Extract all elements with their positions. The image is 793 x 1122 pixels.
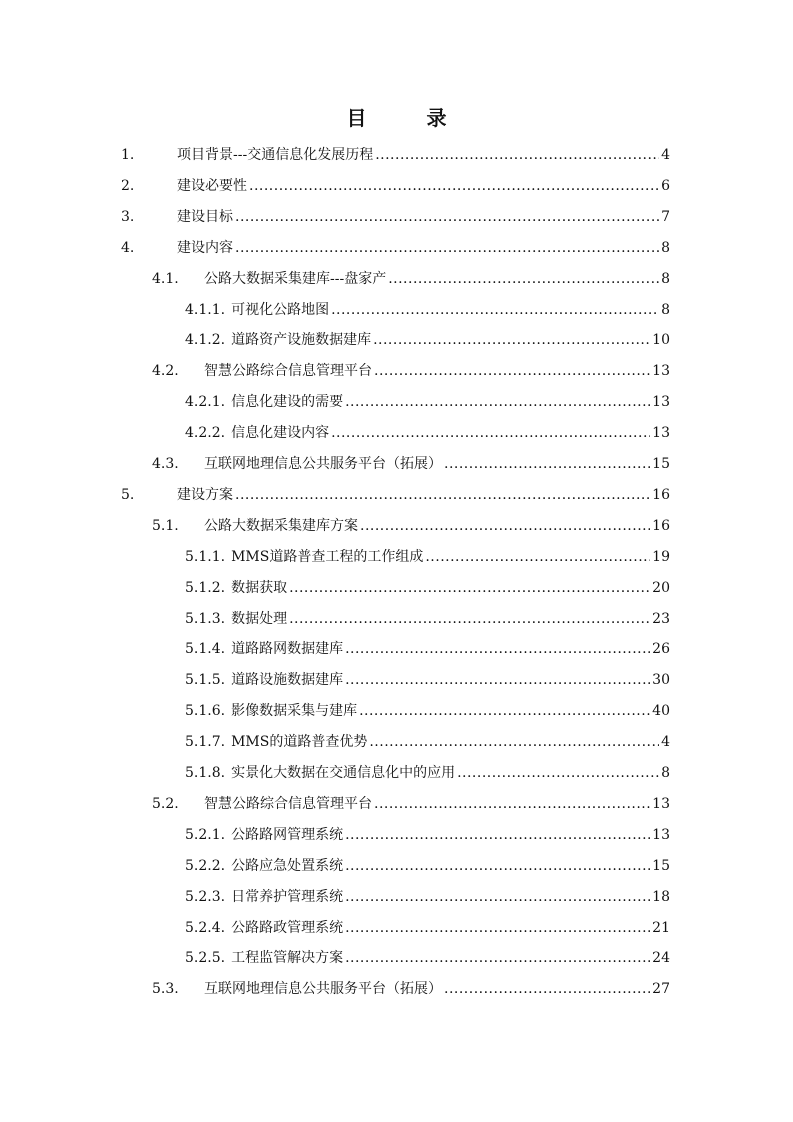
toc-dot-leader — [331, 297, 659, 323]
toc-entry-number: 5.2.5. — [185, 950, 226, 967]
toc-entry-page-number: 19 — [652, 548, 670, 565]
toc-dot-leader — [359, 698, 650, 724]
toc-entry-page-number: 8 — [661, 765, 670, 781]
toc-entry[interactable] — [185, 853, 670, 879]
toc-entry[interactable] — [185, 884, 670, 910]
toc-entry-number: 2. — [121, 177, 135, 194]
toc-dot-leader — [289, 606, 650, 632]
toc-entry-page-number: 23 — [652, 610, 670, 627]
toc-entry-page-number: 27 — [652, 981, 670, 998]
toc-entry-title: 公路应急处置系统 — [231, 857, 344, 874]
toc-dot-leader — [345, 636, 650, 662]
toc-entry-title: 智慧公路综合信息管理平台 — [204, 795, 372, 812]
toc-entry-page-number: 8 — [661, 239, 670, 256]
toc-entry[interactable] — [121, 142, 670, 168]
toc-entry[interactable] — [152, 976, 670, 1002]
toc-dot-leader — [360, 513, 650, 539]
toc-dot-leader — [345, 915, 650, 941]
toc-entry-title: 道路路网数据建库 — [231, 641, 344, 658]
toc-entry-number: 4. — [121, 239, 135, 256]
toc-entry-number: 1. — [121, 147, 135, 163]
toc-dot-leader — [249, 173, 659, 199]
toc-entry-title: 建设目标 — [177, 208, 233, 225]
toc-entry-page-number: 8 — [661, 301, 670, 318]
toc-entry[interactable] — [121, 235, 670, 261]
toc-entry[interactable] — [185, 729, 670, 755]
toc-entry[interactable] — [185, 636, 670, 662]
toc-entry-title: 互联网地理信息公共服务平台（拓展） — [204, 456, 442, 472]
toc-entry-title: 建设内容 — [177, 239, 233, 256]
toc-dot-leader — [375, 142, 659, 168]
toc-entry-number: 5.2.2. — [185, 857, 226, 874]
toc-entry-number: 4.2.2. — [185, 425, 226, 442]
toc-entry-title: 公路路网管理系统 — [231, 826, 344, 843]
toc-entry[interactable] — [185, 544, 670, 570]
toc-entry-number: 5.2.1. — [185, 826, 226, 843]
toc-entry-title: 建设必要性 — [177, 177, 247, 194]
toc-entry-number: 4.1.2. — [185, 332, 226, 349]
toc-entry[interactable] — [121, 204, 670, 230]
toc-dot-leader — [444, 976, 650, 1002]
toc-entry-title: 公路路政管理系统 — [231, 919, 344, 936]
toc-entry-title: 工程监管解决方案 — [231, 950, 344, 967]
toc-dot-leader — [235, 482, 650, 508]
toc-entry[interactable] — [185, 606, 670, 632]
toc-entry-page-number: 15 — [652, 456, 670, 472]
toc-dot-leader — [457, 760, 659, 786]
toc-entry-number: 5.1.8. — [185, 765, 226, 781]
toc-entry-page-number: 10 — [652, 332, 670, 349]
toc-dot-leader — [374, 358, 650, 384]
toc-entry-title: 项目背景---交通信息化发展历程 — [177, 147, 374, 163]
toc-entry-number: 5.1.6. — [185, 703, 226, 720]
toc-entry-number: 4.2.1. — [185, 394, 226, 411]
toc-entry-page-number: 13 — [652, 394, 670, 411]
toc-entry-page-number: 13 — [652, 826, 670, 843]
toc-dot-leader — [425, 544, 650, 570]
toc-entry-title: 公路大数据采集建库---盘家产 — [204, 270, 387, 287]
toc-dot-leader — [345, 884, 650, 910]
toc-dot-leader — [374, 791, 650, 817]
toc-entry[interactable] — [185, 327, 670, 353]
toc-dot-leader — [345, 853, 650, 879]
toc-entry-page-number: 16 — [652, 486, 670, 503]
toc-entry-page-number: 30 — [652, 672, 670, 689]
toc-entry-page-number: 7 — [661, 208, 670, 225]
toc-dot-leader — [235, 204, 659, 230]
toc-entry[interactable] — [185, 945, 670, 971]
toc-entry-title: 道路资产设施数据建库 — [231, 332, 372, 349]
toc-dot-leader — [345, 667, 650, 693]
toc-entry[interactable] — [121, 173, 670, 199]
toc-entry-title: 互联网地理信息公共服务平台（拓展） — [204, 981, 442, 998]
toc-entry-number: 5.2. — [152, 795, 179, 812]
toc-entry-title: 实景化大数据在交通信息化中的应用 — [231, 765, 456, 781]
toc-entry-number: 5.1.5. — [185, 672, 226, 689]
toc-entry-number: 4.1. — [152, 270, 179, 287]
toc-entry-number: 4.3. — [152, 456, 179, 472]
toc-entry-title: 数据获取 — [231, 579, 288, 596]
toc-entry[interactable] — [185, 760, 670, 786]
toc-entry-title: MMS道路普查工程的工作组成 — [231, 548, 424, 565]
toc-entry-page-number: 16 — [652, 517, 670, 534]
toc-entry-number: 5.1.3. — [185, 610, 226, 627]
toc-dot-leader — [388, 266, 659, 292]
toc-entry[interactable] — [185, 297, 670, 323]
toc-entry-page-number: 6 — [661, 177, 670, 194]
toc-entry-title: 可视化公路地图 — [231, 301, 330, 318]
toc-entry-number: 5.3. — [152, 981, 179, 998]
toc-entry-number: 5.2.4. — [185, 919, 226, 936]
toc-entry-title: 建设方案 — [177, 486, 233, 503]
toc-entry-page-number: 18 — [652, 888, 670, 905]
toc-entry[interactable] — [152, 791, 670, 817]
toc-entry[interactable] — [185, 420, 670, 446]
toc-entry-number: 5.1.2. — [185, 579, 226, 596]
toc-entry-page-number: 24 — [652, 950, 670, 967]
toc-entry-title: 信息化建设的需要 — [231, 394, 344, 411]
toc-entry[interactable] — [152, 266, 670, 292]
toc-entry-number: 5.1.7. — [185, 734, 226, 751]
toc-entry-page-number: 13 — [652, 363, 670, 380]
toc-entry[interactable] — [185, 698, 670, 724]
toc-entry-number: 5.1. — [152, 517, 179, 534]
toc-entry-page-number: 20 — [652, 579, 670, 596]
toc-entry-number: 5.1.4. — [185, 641, 226, 658]
toc-entry-title: 信息化建设内容 — [231, 425, 330, 442]
toc-entry-title: MMS的道路普查优势 — [231, 734, 368, 751]
toc-entry-page-number: 4 — [661, 147, 670, 163]
toc-entry-title: 数据处理 — [231, 610, 288, 627]
toc-entry-page-number: 13 — [652, 425, 670, 442]
toc-entry-number: 5. — [121, 486, 135, 503]
toc-entry-number: 3. — [121, 208, 135, 225]
toc-entry[interactable] — [185, 915, 670, 941]
toc-entry-title: 日常养护管理系统 — [231, 888, 344, 905]
toc-entry-title: 影像数据采集与建库 — [231, 703, 358, 720]
toc-entry[interactable] — [121, 482, 670, 508]
toc-entry[interactable] — [185, 389, 670, 415]
toc-entry-page-number: 21 — [652, 919, 670, 936]
toc-entry[interactable] — [185, 822, 670, 848]
toc-entry[interactable] — [185, 667, 670, 693]
toc-entry[interactable] — [152, 358, 670, 384]
toc-entry-page-number: 26 — [652, 641, 670, 658]
toc-dot-leader — [369, 729, 659, 755]
toc-entry-number: 4.2. — [152, 363, 179, 380]
toc-entry[interactable] — [152, 451, 670, 477]
toc-entry-page-number: 13 — [652, 795, 670, 812]
toc-entry-page-number: 40 — [652, 703, 670, 720]
toc-dot-leader — [331, 420, 650, 446]
toc-dot-leader — [444, 451, 650, 477]
toc-dot-leader — [373, 327, 650, 353]
toc-dot-leader — [345, 945, 650, 971]
toc-entry-page-number: 8 — [661, 270, 670, 287]
toc-dot-leader — [345, 389, 650, 415]
toc-dot-leader — [289, 575, 650, 601]
toc-entry-number: 5.1.1. — [185, 548, 226, 565]
toc-entry-title: 道路设施数据建库 — [231, 672, 344, 689]
toc-entry-title: 公路大数据采集建库方案 — [204, 517, 358, 534]
toc-dot-leader — [235, 235, 659, 261]
toc-entry-page-number: 4 — [661, 734, 670, 751]
page-title: 目 录 — [346, 106, 467, 130]
toc-entry-title: 智慧公路综合信息管理平台 — [204, 363, 372, 380]
toc-dot-leader — [345, 822, 650, 848]
toc-entry-page-number: 15 — [652, 857, 670, 874]
toc-entry-number: 5.2.3. — [185, 888, 226, 905]
toc-entry-number: 4.1.1. — [185, 301, 226, 318]
toc-entry[interactable] — [185, 575, 670, 601]
toc-entry[interactable] — [152, 513, 670, 539]
